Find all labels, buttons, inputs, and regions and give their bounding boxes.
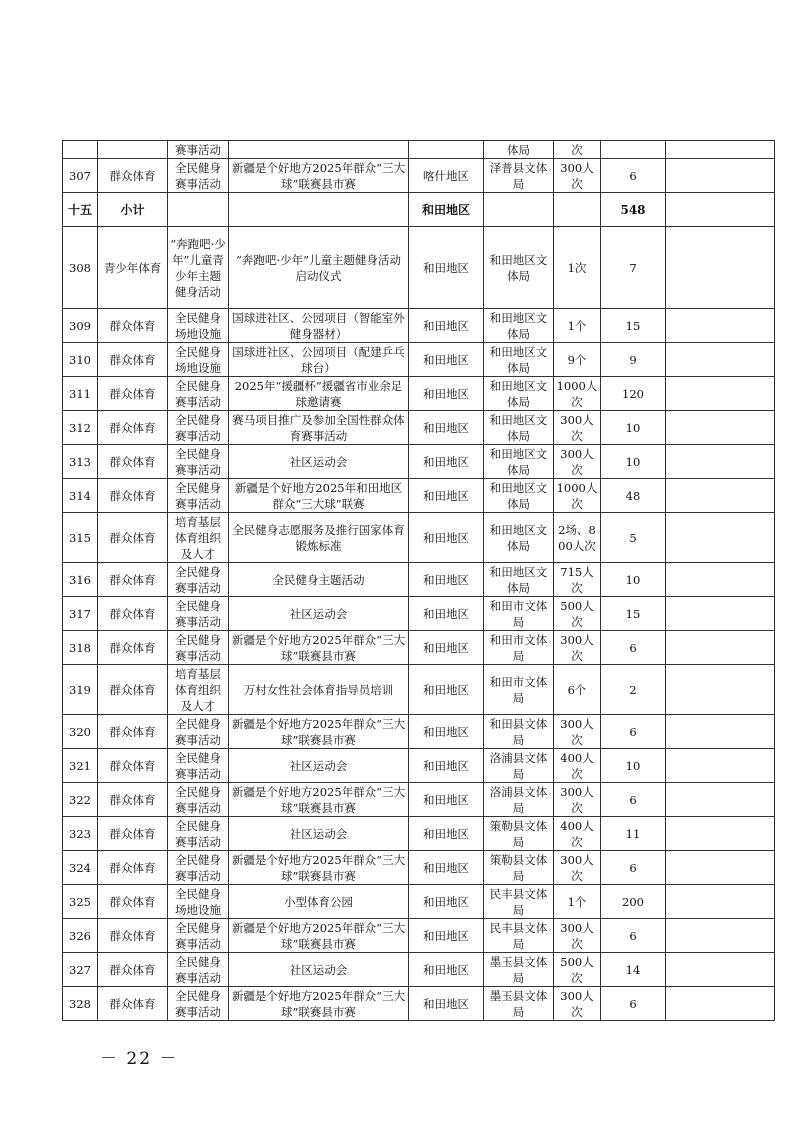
cell-project-type: 赛事活动 bbox=[168, 141, 229, 159]
cell-amount: 11 bbox=[601, 817, 666, 851]
cell-quantity: 9个 bbox=[554, 343, 601, 377]
cell-unit: 民丰县文体局 bbox=[484, 919, 554, 953]
cell-quantity: 300人次 bbox=[554, 715, 601, 749]
cell-row-number: 318 bbox=[63, 631, 98, 665]
cell-amount: 5 bbox=[601, 513, 666, 563]
cell-row-number: 316 bbox=[63, 563, 98, 597]
table-row bbox=[63, 479, 775, 513]
cell-unit: 和田地区文体局 bbox=[484, 445, 554, 479]
cell-project-type: 全民健身赛事活动 bbox=[168, 631, 229, 665]
cell-remark bbox=[666, 987, 775, 1021]
cell-project-content: 赛马项目推广及参加全国性群众体育赛事活动 bbox=[229, 411, 409, 445]
table-row bbox=[63, 309, 775, 343]
table-row bbox=[63, 817, 775, 851]
cell-remark bbox=[666, 227, 775, 309]
cell-row-number: 十五 bbox=[63, 193, 98, 227]
cell-remark bbox=[666, 885, 775, 919]
cell-category: 群众体育 bbox=[98, 597, 168, 631]
cell-project-type: 全民健身场地设施 bbox=[168, 309, 229, 343]
cell-unit: 和田市文体局 bbox=[484, 665, 554, 715]
cell-amount: 6 bbox=[601, 783, 666, 817]
cell-category: 小计 bbox=[98, 193, 168, 227]
table-row bbox=[63, 193, 775, 227]
cell-row-number: 309 bbox=[63, 309, 98, 343]
cell-unit: 和田地区文体局 bbox=[484, 411, 554, 445]
cell-category: 群众体育 bbox=[98, 953, 168, 987]
cell-row-number: 312 bbox=[63, 411, 98, 445]
cell-quantity: 1000人次 bbox=[554, 479, 601, 513]
table-row bbox=[63, 953, 775, 987]
cell-row-number: 322 bbox=[63, 783, 98, 817]
cell-unit: 策勒县文体局 bbox=[484, 817, 554, 851]
cell-unit: 体局 bbox=[484, 141, 554, 159]
cell-row-number: 308 bbox=[63, 227, 98, 309]
cell-region: 和田地区 bbox=[409, 885, 484, 919]
cell-project-content: 新疆是个好地方2025年群众“三大球”联赛县市赛 bbox=[229, 631, 409, 665]
cell-project-content: 万村女性社会体育指导员培训 bbox=[229, 665, 409, 715]
cell-project-type: “奔跑吧·少年”儿童青少年主题健身活动 bbox=[168, 227, 229, 309]
cell-region: 和田地区 bbox=[409, 987, 484, 1021]
cell-region: 和田地区 bbox=[409, 919, 484, 953]
cell-amount: 548 bbox=[601, 193, 666, 227]
table-row bbox=[63, 513, 775, 563]
cell-amount: 120 bbox=[601, 377, 666, 411]
cell-amount: 6 bbox=[601, 851, 666, 885]
table-row bbox=[63, 665, 775, 715]
cell-row-number: 317 bbox=[63, 597, 98, 631]
cell-remark bbox=[666, 343, 775, 377]
table-row bbox=[63, 159, 775, 193]
cell-quantity: 1个 bbox=[554, 309, 601, 343]
cell-category: 群众体育 bbox=[98, 513, 168, 563]
cell-category: 群众体育 bbox=[98, 445, 168, 479]
cell-region: 和田地区 bbox=[409, 597, 484, 631]
cell-category: 群众体育 bbox=[98, 159, 168, 193]
cell-project-content: 社区运动会 bbox=[229, 445, 409, 479]
cell-remark bbox=[666, 411, 775, 445]
cell-amount: 14 bbox=[601, 953, 666, 987]
cell-unit: 墨玉县文体局 bbox=[484, 987, 554, 1021]
table-row bbox=[63, 227, 775, 309]
cell-project-type: 全民健身赛事活动 bbox=[168, 445, 229, 479]
cell-unit: 泽普县文体局 bbox=[484, 159, 554, 193]
table-row bbox=[63, 783, 775, 817]
cell-remark bbox=[666, 919, 775, 953]
cell-project-content: 国球进社区、公园项目（智能室外健身器材） bbox=[229, 309, 409, 343]
cell-project-content: 全民健身志愿服务及推行国家体育锻炼标准 bbox=[229, 513, 409, 563]
cell-project-type: 全民健身赛事活动 bbox=[168, 715, 229, 749]
cell-unit: 洛浦县文体局 bbox=[484, 749, 554, 783]
cell-quantity: 300人次 bbox=[554, 159, 601, 193]
cell-project-type: 全民健身场地设施 bbox=[168, 343, 229, 377]
cell-unit: 墨玉县文体局 bbox=[484, 953, 554, 987]
cell-quantity: 300人次 bbox=[554, 631, 601, 665]
cell-region: 和田地区 bbox=[409, 665, 484, 715]
cell-region: 和田地区 bbox=[409, 227, 484, 309]
cell-region: 和田地区 bbox=[409, 411, 484, 445]
cell-amount: 6 bbox=[601, 159, 666, 193]
cell-amount: 10 bbox=[601, 445, 666, 479]
cell-project-content: 社区运动会 bbox=[229, 817, 409, 851]
cell-category: 群众体育 bbox=[98, 783, 168, 817]
cell-project-type: 全民健身场地设施 bbox=[168, 885, 229, 919]
cell-quantity: 6个 bbox=[554, 665, 601, 715]
cell-quantity: 300人次 bbox=[554, 783, 601, 817]
table-row bbox=[63, 631, 775, 665]
cell-remark bbox=[666, 377, 775, 411]
cell-remark bbox=[666, 817, 775, 851]
cell-remark bbox=[666, 851, 775, 885]
cell-category: 群众体育 bbox=[98, 817, 168, 851]
cell-quantity: 715人次 bbox=[554, 563, 601, 597]
cell-quantity: 300人次 bbox=[554, 445, 601, 479]
cell-category: 群众体育 bbox=[98, 919, 168, 953]
cell-project-content: 社区运动会 bbox=[229, 749, 409, 783]
cell-project-content: 全民健身主题活动 bbox=[229, 563, 409, 597]
cell-amount: 10 bbox=[601, 749, 666, 783]
cell-category: 群众体育 bbox=[98, 563, 168, 597]
cell-amount: 48 bbox=[601, 479, 666, 513]
table-row bbox=[63, 851, 775, 885]
cell-category: 群众体育 bbox=[98, 343, 168, 377]
cell-category: 群众体育 bbox=[98, 987, 168, 1021]
cell-unit: 和田地区文体局 bbox=[484, 343, 554, 377]
cell-project-content: 小型体育公园 bbox=[229, 885, 409, 919]
cell-project-type: 全民健身赛事活动 bbox=[168, 411, 229, 445]
cell-unit: 和田地区文体局 bbox=[484, 563, 554, 597]
cell-amount: 6 bbox=[601, 631, 666, 665]
cell-region: 和田地区 bbox=[409, 715, 484, 749]
cell-project-type: 全民健身赛事活动 bbox=[168, 987, 229, 1021]
cell-region: 和田地区 bbox=[409, 309, 484, 343]
cell-project-content: 新疆是个好地方2025年群众“三大球”联赛县市赛 bbox=[229, 987, 409, 1021]
cell-category: 群众体育 bbox=[98, 377, 168, 411]
cell-project-content: 新疆是个好地方2025年群众“三大球”联赛县市赛 bbox=[229, 159, 409, 193]
cell-category: 群众体育 bbox=[98, 715, 168, 749]
cell-quantity: 2场、800人次 bbox=[554, 513, 601, 563]
table-row bbox=[63, 343, 775, 377]
cell-row-number: 307 bbox=[63, 159, 98, 193]
cell-region: 和田地区 bbox=[409, 783, 484, 817]
cell-unit: 和田市文体局 bbox=[484, 597, 554, 631]
cell-row-number: 319 bbox=[63, 665, 98, 715]
cell-amount: 6 bbox=[601, 919, 666, 953]
cell-quantity: 500人次 bbox=[554, 597, 601, 631]
cell-project-content: 新疆是个好地方2025年和田地区群众“三大球”联赛 bbox=[229, 479, 409, 513]
cell-remark bbox=[666, 141, 775, 159]
cell-row-number: 321 bbox=[63, 749, 98, 783]
cell-project-type: 全民健身赛事活动 bbox=[168, 851, 229, 885]
cell-amount: 9 bbox=[601, 343, 666, 377]
cell-unit: 和田县文体局 bbox=[484, 715, 554, 749]
cell-remark bbox=[666, 597, 775, 631]
cell-remark bbox=[666, 159, 775, 193]
cell-remark bbox=[666, 715, 775, 749]
cell-row-number: 324 bbox=[63, 851, 98, 885]
table-row bbox=[63, 715, 775, 749]
cell-quantity: 1个 bbox=[554, 885, 601, 919]
cell-project-content: 新疆是个好地方2025年群众“三大球”联赛县市赛 bbox=[229, 715, 409, 749]
table-row bbox=[63, 563, 775, 597]
cell-region: 和田地区 bbox=[409, 479, 484, 513]
cell-category: 群众体育 bbox=[98, 749, 168, 783]
cell-region: 和田地区 bbox=[409, 193, 484, 227]
table-row bbox=[63, 885, 775, 919]
cell-project-type bbox=[168, 193, 229, 227]
cell-row-number: 320 bbox=[63, 715, 98, 749]
cell-remark bbox=[666, 749, 775, 783]
cell-region: 和田地区 bbox=[409, 563, 484, 597]
cell-quantity: 400人次 bbox=[554, 749, 601, 783]
cell-project-content bbox=[229, 141, 409, 159]
cell-unit: 和田地区文体局 bbox=[484, 479, 554, 513]
cell-row-number: 310 bbox=[63, 343, 98, 377]
cell-row-number: 314 bbox=[63, 479, 98, 513]
cell-amount: 6 bbox=[601, 715, 666, 749]
cell-project-content: 新疆是个好地方2025年群众“三大球”联赛县市赛 bbox=[229, 919, 409, 953]
cell-unit: 民丰县文体局 bbox=[484, 885, 554, 919]
cell-quantity: 400人次 bbox=[554, 817, 601, 851]
cell-row-number bbox=[63, 141, 98, 159]
cell-project-content: 国球进社区、公园项目（配建乒乓球台） bbox=[229, 343, 409, 377]
cell-unit: 和田地区文体局 bbox=[484, 513, 554, 563]
cell-unit: 洛浦县文体局 bbox=[484, 783, 554, 817]
cell-category: 群众体育 bbox=[98, 411, 168, 445]
cell-unit: 策勒县文体局 bbox=[484, 851, 554, 885]
cell-region: 和田地区 bbox=[409, 749, 484, 783]
cell-project-type: 全民健身赛事活动 bbox=[168, 377, 229, 411]
cell-category: 群众体育 bbox=[98, 479, 168, 513]
cell-unit: 和田地区文体局 bbox=[484, 227, 554, 309]
cell-amount: 15 bbox=[601, 309, 666, 343]
cell-project-type: 全民健身赛事活动 bbox=[168, 479, 229, 513]
cell-amount bbox=[601, 141, 666, 159]
cell-remark bbox=[666, 665, 775, 715]
cell-row-number: 315 bbox=[63, 513, 98, 563]
cell-remark bbox=[666, 445, 775, 479]
cell-unit bbox=[484, 193, 554, 227]
cell-quantity bbox=[554, 193, 601, 227]
cell-project-type: 全民健身赛事活动 bbox=[168, 919, 229, 953]
table-body bbox=[63, 141, 775, 1021]
cell-project-type: 全民健身赛事活动 bbox=[168, 159, 229, 193]
project-table bbox=[62, 140, 775, 1021]
cell-project-type: 全民健身赛事活动 bbox=[168, 953, 229, 987]
table-row bbox=[63, 919, 775, 953]
cell-amount: 2 bbox=[601, 665, 666, 715]
cell-category: 群众体育 bbox=[98, 631, 168, 665]
cell-project-content: 新疆是个好地方2025年群众“三大球”联赛县市赛 bbox=[229, 783, 409, 817]
table-row bbox=[63, 445, 775, 479]
cell-project-content: 社区运动会 bbox=[229, 953, 409, 987]
cell-remark bbox=[666, 563, 775, 597]
cell-category bbox=[98, 141, 168, 159]
cell-quantity: 1000人次 bbox=[554, 377, 601, 411]
cell-remark bbox=[666, 513, 775, 563]
cell-quantity: 500人次 bbox=[554, 953, 601, 987]
table-row bbox=[63, 377, 775, 411]
cell-unit: 和田地区文体局 bbox=[484, 309, 554, 343]
cell-unit: 和田地区文体局 bbox=[484, 377, 554, 411]
cell-project-content: 2025年“援疆杯”援疆省市业余足球邀请赛 bbox=[229, 377, 409, 411]
cell-amount: 10 bbox=[601, 563, 666, 597]
cell-region: 和田地区 bbox=[409, 377, 484, 411]
cell-quantity: 300人次 bbox=[554, 987, 601, 1021]
cell-project-type: 全民健身赛事活动 bbox=[168, 563, 229, 597]
table-row bbox=[63, 141, 775, 159]
cell-remark bbox=[666, 631, 775, 665]
cell-region: 和田地区 bbox=[409, 445, 484, 479]
cell-region: 和田地区 bbox=[409, 513, 484, 563]
cell-amount: 7 bbox=[601, 227, 666, 309]
cell-quantity: 300人次 bbox=[554, 411, 601, 445]
cell-amount: 10 bbox=[601, 411, 666, 445]
cell-region: 和田地区 bbox=[409, 851, 484, 885]
cell-project-type: 全民健身赛事活动 bbox=[168, 597, 229, 631]
table-row bbox=[63, 597, 775, 631]
cell-quantity: 1次 bbox=[554, 227, 601, 309]
cell-row-number: 328 bbox=[63, 987, 98, 1021]
cell-row-number: 326 bbox=[63, 919, 98, 953]
cell-region: 喀什地区 bbox=[409, 159, 484, 193]
cell-region: 和田地区 bbox=[409, 817, 484, 851]
cell-quantity: 300人次 bbox=[554, 851, 601, 885]
cell-remark bbox=[666, 193, 775, 227]
cell-region: 和田地区 bbox=[409, 343, 484, 377]
cell-region bbox=[409, 141, 484, 159]
cell-row-number: 323 bbox=[63, 817, 98, 851]
table-row bbox=[63, 987, 775, 1021]
cell-project-type: 全民健身赛事活动 bbox=[168, 783, 229, 817]
cell-row-number: 325 bbox=[63, 885, 98, 919]
cell-project-content bbox=[229, 193, 409, 227]
cell-remark bbox=[666, 783, 775, 817]
cell-quantity: 300人次 bbox=[554, 919, 601, 953]
cell-category: 青少年体育 bbox=[98, 227, 168, 309]
cell-quantity: 次 bbox=[554, 141, 601, 159]
cell-unit: 和田市文体局 bbox=[484, 631, 554, 665]
cell-project-content: 社区运动会 bbox=[229, 597, 409, 631]
cell-remark bbox=[666, 953, 775, 987]
cell-category: 群众体育 bbox=[98, 851, 168, 885]
cell-amount: 200 bbox=[601, 885, 666, 919]
cell-amount: 6 bbox=[601, 987, 666, 1021]
cell-row-number: 311 bbox=[63, 377, 98, 411]
page-number: － 22 － bbox=[100, 1049, 179, 1069]
cell-project-type: 全民健身赛事活动 bbox=[168, 749, 229, 783]
cell-category: 群众体育 bbox=[98, 665, 168, 715]
cell-row-number: 313 bbox=[63, 445, 98, 479]
cell-row-number: 327 bbox=[63, 953, 98, 987]
cell-project-content: 新疆是个好地方2025年群众“三大球”联赛县市赛 bbox=[229, 851, 409, 885]
cell-region: 和田地区 bbox=[409, 631, 484, 665]
cell-project-type: 全民健身赛事活动 bbox=[168, 817, 229, 851]
cell-project-type: 培育基层体育组织及人才 bbox=[168, 665, 229, 715]
cell-amount: 15 bbox=[601, 597, 666, 631]
table-row bbox=[63, 411, 775, 445]
cell-remark bbox=[666, 479, 775, 513]
table-row bbox=[63, 749, 775, 783]
cell-category: 群众体育 bbox=[98, 309, 168, 343]
cell-category: 群众体育 bbox=[98, 885, 168, 919]
cell-project-content: “奔跑吧·少年”儿童主题健身活动启动仪式 bbox=[229, 227, 409, 309]
cell-region: 和田地区 bbox=[409, 953, 484, 987]
cell-remark bbox=[666, 309, 775, 343]
cell-project-type: 培育基层体育组织及人才 bbox=[168, 513, 229, 563]
